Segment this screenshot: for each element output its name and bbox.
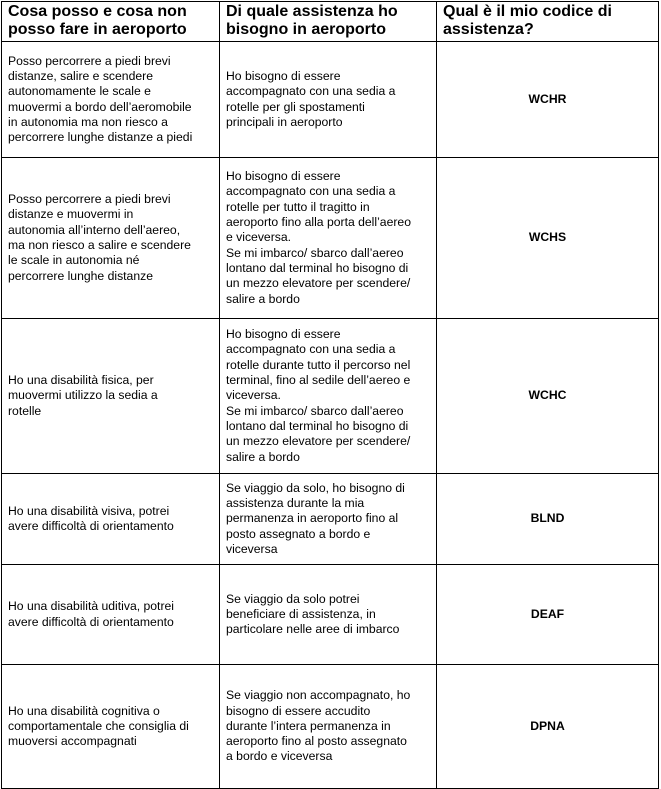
header-situation: Cosa posso e cosa non posso fare in aeroporto [2, 2, 220, 42]
situation-text: Ho una disabilità visiva, potrei avere difficoltà di orientamento [8, 503, 174, 533]
table-row [2, 158, 659, 319]
header-assistance: Di quale assistenza ho bisogno in aeroporto [220, 2, 437, 42]
header-code: Qual è il mio codice di assistenza? [437, 2, 659, 42]
situation-cell [2, 474, 220, 565]
table-header [2, 2, 659, 42]
assistance-cell [220, 158, 437, 319]
assistance-cell [220, 42, 437, 158]
assistance-text: Ho bisogno di essere accompagnato con una sedia a rotelle per gli spostamenti principali in aeroporto [226, 68, 396, 129]
code-cell: DEAF [437, 565, 659, 665]
header-row [2, 2, 659, 42]
assistance-text: Se viaggio da solo potrei beneficiare di assistenza, in particolare nelle aree di imbarco [226, 591, 400, 637]
situation-text: Ho una disabilità uditiva, potrei avere difficoltà di orientamento [8, 599, 174, 629]
code-cell: WCHC [437, 319, 659, 474]
code-cell: DPNA [437, 665, 659, 789]
code-cell: WCHS [437, 158, 659, 319]
situation-text: Posso percorrere a piedi brevi distanze, salire e scendere autonomamente le scale e muovermi a bordo dell’aeromobile in autonomia ma non riesco a percorrere lunghe distanze a piedi [8, 53, 193, 145]
table-row [2, 319, 659, 474]
assistance-table [1, 1, 659, 789]
assistance-cell [220, 319, 437, 474]
table-row [2, 665, 659, 789]
assistance-cell [220, 565, 437, 665]
situation-text: Ho una disabilità cognitiva o comportamentale che consiglia di muoversi accompagnati [8, 703, 189, 749]
situation-cell [2, 42, 220, 158]
table-row [2, 565, 659, 665]
code-cell: WCHR [437, 42, 659, 158]
situation-text: Posso percorrere a piedi brevi distanze e muovermi in autonomia all’interno dell’aereo, ma non riesco a salire e scendere le scale in autonomia né percorrere lunghe distanze [8, 192, 191, 283]
situation-cell [2, 319, 220, 474]
situation-text: Ho una disabilità fisica, per muovermi utilizzo la sedia a rotelle [8, 373, 158, 418]
assistance-cell [220, 474, 437, 565]
table-body [2, 42, 659, 789]
situation-cell [2, 158, 220, 319]
table-row [2, 474, 659, 565]
situation-cell [2, 565, 220, 665]
assistance-text: Ho bisogno di essere accompagnato con una sedia a rotelle durante tutto il percorso nel terminal, fino al sedile dell’aereo e viceversa. Se mi imbarco/ sbarco dall’aereo lontano dal terminal ho bisogno di un mezzo elevatore per scendere/ salire a bordo [226, 327, 411, 464]
table-row [2, 42, 659, 158]
assistance-text: Se viaggio da solo, ho bisogno di assistenza durante la mia permanenza in aeroporto fino al posto assegnato a bordo e viceversa [226, 480, 405, 556]
assistance-text: Se viaggio non accompagnato, ho bisogno di essere accudito durante l’intera permanenza in aeroporto fino al posto assegnato a bordo e viceversa [226, 688, 411, 764]
assistance-cell [220, 665, 437, 789]
assistance-text: Ho bisogno di essere accompagnato con una sedia a rotelle per tutto il tragitto in aeroporto fino alla porta dell’aereo e viceversa. Se mi imbarco/ sbarco dall’aereo lontano dal terminal ho bisogno di un mezzo elevatore per scendere/ salire a bordo [226, 169, 411, 306]
situation-cell [2, 665, 220, 789]
code-cell: BLND [437, 474, 659, 565]
